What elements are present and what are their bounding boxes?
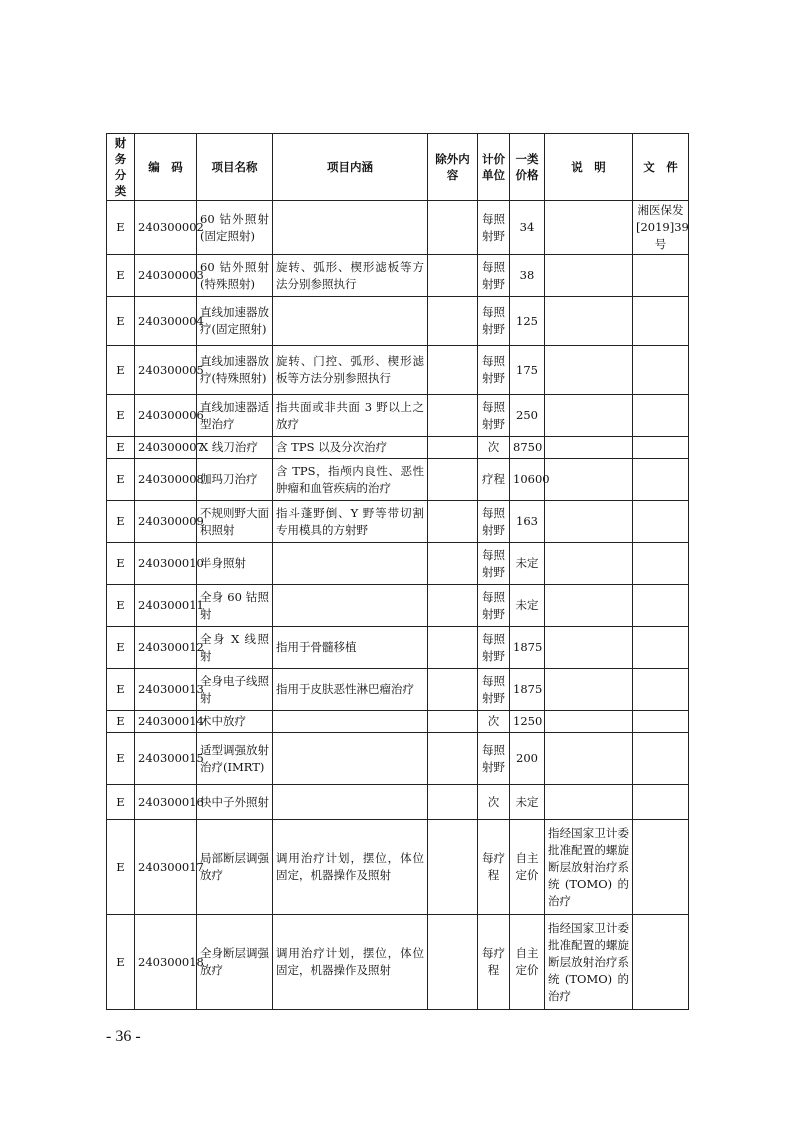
cell-unit: 次 (478, 437, 510, 459)
table-row (107, 785, 689, 820)
cell-code: 240300012 (135, 627, 197, 669)
cell-note (545, 459, 633, 501)
cell-excl (428, 501, 478, 543)
cell-cat: E (107, 669, 135, 711)
cell-unit: 每照射野 (478, 501, 510, 543)
cell-price: 10600 (510, 459, 545, 501)
cell-code: 240300007 (135, 437, 197, 459)
table-row (107, 585, 689, 627)
cell-content: 含 TPS，指颅内良性、恶性肿瘤和血管疾病的治疗 (273, 459, 428, 501)
cell-excl (428, 395, 478, 437)
cell-code: 240300018 (135, 915, 197, 1010)
cell-cat: E (107, 585, 135, 627)
table-row (107, 346, 689, 395)
price-table (106, 133, 689, 1010)
cell-code: 240300011 (135, 585, 197, 627)
cell-note (545, 627, 633, 669)
cell-cat: E (107, 820, 135, 915)
cell-cat: E (107, 627, 135, 669)
cell-excl (428, 627, 478, 669)
cell-unit: 每照射野 (478, 627, 510, 669)
cell-content: 指共面或非共面 3 野以上之放疗 (273, 395, 428, 437)
cell-excl (428, 459, 478, 501)
cell-code: 240300016 (135, 785, 197, 820)
cell-price: 未定 (510, 785, 545, 820)
cell-excl (428, 711, 478, 733)
cell-note (545, 785, 633, 820)
cell-price: 175 (510, 346, 545, 395)
cell-unit: 每照射野 (478, 585, 510, 627)
header-cell: 编 码 (135, 134, 197, 201)
cell-note (545, 346, 633, 395)
cell-content: 旋转、门控、弧形、楔形滤板等方法分别参照执行 (273, 346, 428, 395)
cell-content (273, 543, 428, 585)
cell-cat: E (107, 711, 135, 733)
cell-price: 163 (510, 501, 545, 543)
page-number: - 36 - (106, 1028, 141, 1045)
cell-excl (428, 297, 478, 346)
cell-doc (633, 733, 689, 785)
cell-content (273, 585, 428, 627)
cell-code: 240300006 (135, 395, 197, 437)
cell-code: 240300013 (135, 669, 197, 711)
header-cell: 计价单位 (478, 134, 510, 201)
cell-price: 250 (510, 395, 545, 437)
cell-code: 240300008 (135, 459, 197, 501)
cell-unit: 每照射野 (478, 395, 510, 437)
cell-price: 8750 (510, 437, 545, 459)
cell-code: 240300002 (135, 201, 197, 255)
table-row (107, 711, 689, 733)
cell-unit: 每疗程 (478, 915, 510, 1010)
cell-name: 伽玛刀治疗 (197, 459, 273, 501)
cell-name: 60 钴外照射(特殊照射) (197, 255, 273, 297)
cell-price: 34 (510, 201, 545, 255)
cell-note (545, 585, 633, 627)
cell-content: 指斗蓬野倒、Y 野等带切割专用模具的方射野 (273, 501, 428, 543)
cell-doc (633, 501, 689, 543)
cell-doc (633, 395, 689, 437)
cell-doc (633, 459, 689, 501)
cell-note (545, 297, 633, 346)
table-row (107, 733, 689, 785)
cell-price: 自主定价 (510, 915, 545, 1010)
header-cell: 说 明 (545, 134, 633, 201)
cell-price: 1875 (510, 669, 545, 711)
cell-content (273, 711, 428, 733)
cell-excl (428, 201, 478, 255)
cell-cat: E (107, 915, 135, 1010)
cell-price: 200 (510, 733, 545, 785)
table-row (107, 437, 689, 459)
cell-name: 适型调强放射治疗(IMRT) (197, 733, 273, 785)
cell-doc (633, 585, 689, 627)
cell-content: 指用于骨髓移植 (273, 627, 428, 669)
cell-name: 局部断层调强放疗 (197, 820, 273, 915)
cell-excl (428, 346, 478, 395)
cell-unit: 每照射野 (478, 201, 510, 255)
cell-name: 全身 60 钴照射 (197, 585, 273, 627)
header-cell: 一类价格 (510, 134, 545, 201)
cell-unit: 每照射野 (478, 733, 510, 785)
cell-note (545, 395, 633, 437)
cell-name: 快中子外照射 (197, 785, 273, 820)
cell-name: 术中放疗 (197, 711, 273, 733)
cell-doc (633, 627, 689, 669)
cell-name: 直线加速器放疗(固定照射) (197, 297, 273, 346)
cell-unit: 疗程 (478, 459, 510, 501)
cell-content (273, 201, 428, 255)
table-row (107, 543, 689, 585)
cell-name: 半身照射 (197, 543, 273, 585)
cell-code: 240300014 (135, 711, 197, 733)
cell-cat: E (107, 297, 135, 346)
cell-note: 指经国家卫计委批准配置的螺旋断层放射治疗系统(TOMO)的治疗 (545, 915, 633, 1010)
cell-name: X 线刀治疗 (197, 437, 273, 459)
cell-note (545, 437, 633, 459)
header-cell: 财务分类 (107, 134, 135, 201)
cell-doc: 湘医保发[2019]39号 (633, 201, 689, 255)
cell-name: 60 钴外照射(固定照射) (197, 201, 273, 255)
cell-unit: 每照射野 (478, 669, 510, 711)
cell-excl (428, 255, 478, 297)
cell-name: 直线加速器适型治疗 (197, 395, 273, 437)
table-row (107, 395, 689, 437)
cell-unit: 次 (478, 711, 510, 733)
cell-cat: E (107, 255, 135, 297)
cell-doc (633, 346, 689, 395)
cell-code: 240300017 (135, 820, 197, 915)
cell-code: 240300004 (135, 297, 197, 346)
cell-note: 指经国家卫计委批准配置的螺旋断层放射治疗系统(TOMO)的治疗 (545, 820, 633, 915)
cell-content: 调用治疗计划，摆位，体位固定，机器操作及照射 (273, 915, 428, 1010)
cell-cat: E (107, 459, 135, 501)
cell-excl (428, 437, 478, 459)
cell-price: 38 (510, 255, 545, 297)
cell-price: 1250 (510, 711, 545, 733)
cell-excl (428, 669, 478, 711)
cell-unit: 次 (478, 785, 510, 820)
cell-unit: 每疗程 (478, 820, 510, 915)
cell-note (545, 669, 633, 711)
cell-name: 直线加速器放疗(特殊照射) (197, 346, 273, 395)
header-cell: 项目名称 (197, 134, 273, 201)
cell-excl (428, 733, 478, 785)
cell-content (273, 785, 428, 820)
cell-note (545, 255, 633, 297)
cell-cat: E (107, 543, 135, 585)
cell-name: 不规则野大面积照射 (197, 501, 273, 543)
cell-doc (633, 711, 689, 733)
cell-content: 调用治疗计划，摆位，体位固定，机器操作及照射 (273, 820, 428, 915)
cell-unit: 每照射野 (478, 346, 510, 395)
cell-code: 240300010 (135, 543, 197, 585)
cell-doc (633, 669, 689, 711)
cell-doc (633, 915, 689, 1010)
cell-note (545, 711, 633, 733)
cell-note (545, 733, 633, 785)
cell-excl (428, 543, 478, 585)
table-row (107, 201, 689, 255)
table-row (107, 669, 689, 711)
cell-price: 1875 (510, 627, 545, 669)
cell-price: 自主定价 (510, 820, 545, 915)
cell-content: 旋转、弧形、楔形滤板等方法分别参照执行 (273, 255, 428, 297)
cell-unit: 每照射野 (478, 255, 510, 297)
cell-doc (633, 437, 689, 459)
cell-excl (428, 785, 478, 820)
cell-cat: E (107, 733, 135, 785)
table-row (107, 820, 689, 915)
cell-cat: E (107, 785, 135, 820)
table-row (107, 255, 689, 297)
cell-doc (633, 255, 689, 297)
header-cell: 项目内涵 (273, 134, 428, 201)
cell-name: 全身电子线照射 (197, 669, 273, 711)
cell-cat: E (107, 201, 135, 255)
cell-note (545, 501, 633, 543)
cell-unit: 每照射野 (478, 543, 510, 585)
cell-cat: E (107, 395, 135, 437)
cell-cat: E (107, 346, 135, 395)
cell-name: 全身断层调强放疗 (197, 915, 273, 1010)
cell-name: 全身 X 线照射 (197, 627, 273, 669)
table-row (107, 459, 689, 501)
header-cell: 文 件 (633, 134, 689, 201)
cell-unit: 每照射野 (478, 297, 510, 346)
cell-code: 240300003 (135, 255, 197, 297)
cell-price: 未定 (510, 543, 545, 585)
cell-doc (633, 820, 689, 915)
cell-excl (428, 820, 478, 915)
cell-content (273, 297, 428, 346)
cell-note (545, 543, 633, 585)
cell-code: 240300015 (135, 733, 197, 785)
table-row (107, 501, 689, 543)
header-cell: 除外内容 (428, 134, 478, 201)
cell-content (273, 733, 428, 785)
table-row (107, 915, 689, 1010)
cell-price: 未定 (510, 585, 545, 627)
cell-doc (633, 785, 689, 820)
cell-code: 240300009 (135, 501, 197, 543)
cell-content: 指用于皮肤恶性淋巴瘤治疗 (273, 669, 428, 711)
cell-code: 240300005 (135, 346, 197, 395)
cell-cat: E (107, 501, 135, 543)
cell-excl (428, 585, 478, 627)
table-header-row (107, 134, 689, 201)
cell-excl (428, 915, 478, 1010)
cell-cat: E (107, 437, 135, 459)
table-row (107, 297, 689, 346)
cell-content: 含 TPS 以及分次治疗 (273, 437, 428, 459)
cell-doc (633, 297, 689, 346)
table-row (107, 627, 689, 669)
cell-doc (633, 543, 689, 585)
cell-price: 125 (510, 297, 545, 346)
cell-note (545, 201, 633, 255)
